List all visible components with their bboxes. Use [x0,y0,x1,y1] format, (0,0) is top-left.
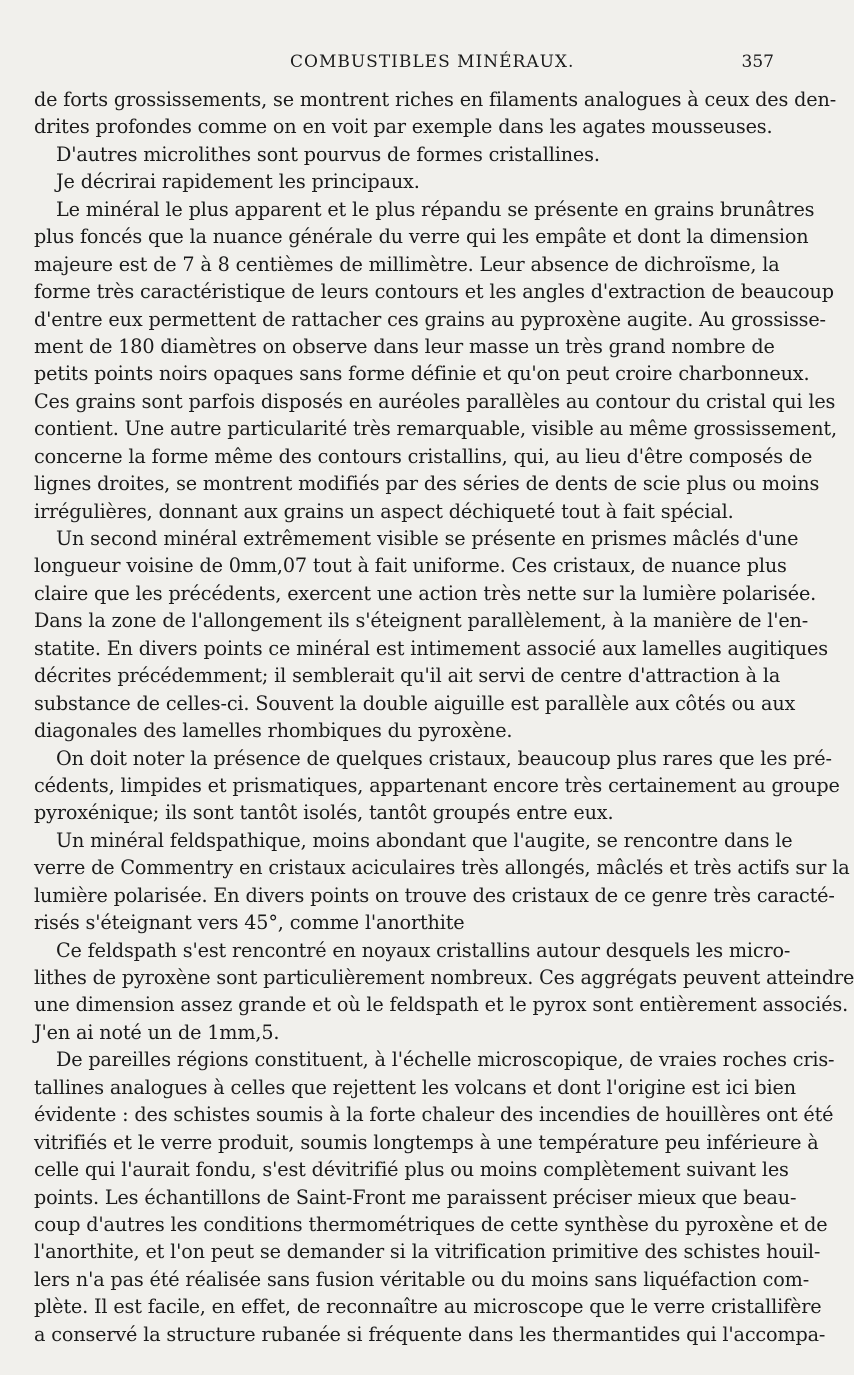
text-line: lithes de pyroxène sont particulièrement nombreux. Ces aggrégats peuvent atteindre [34,966,854,989]
text-line: Le minéral le plus apparent et le plus répandu se présente en grains brunâtres [56,197,815,221]
text-line: Un second minéral extrêmement visible se présente en prismes mâclés d'une [56,527,799,550]
text-line: lers n'a pas été réalisée sans fusion véritable ou du moins sans liquéfaction com- [34,1267,810,1291]
text-line: lumière polarisée. En divers points on trouve des cristaux de ce genre très caracté- [34,883,835,907]
text-line: petits points noirs opaques sans forme définie et qu'on peut croire charbonneux. [34,362,810,386]
text-line: coup d'autres les conditions thermométriques de cette synthèse du pyroxène et de [34,1212,828,1236]
text-line: vitrifiés et le verre produit, soumis longtemps à une température peu inférieure à [34,1130,819,1154]
text-line: contient. Une autre particularité très remarquable, visible au même grossissement, [34,417,837,441]
text-line: Ce feldspath s'est rencontré en noyaux cristallins autour desquels les micro- [56,938,791,962]
text-line: J'en ai noté un de 1mm,5. [34,1020,280,1044]
text-line: ment de 180 diamètres on observe dans leur masse un très grand nombre de [34,334,775,358]
text-line: lignes droites, se montrent modifiés par des séries de dents de scie plus ou moins [34,472,820,496]
text-line: pyroxénique; ils sont tantôt isolés, tantôt groupés entre eux. [34,801,614,825]
text-line: De pareilles régions constituent, à l'échelle microscopique, de vraies roches cris- [56,1048,835,1072]
running-title: COMBUSTIBLES MINÉRAUX. [290,52,575,72]
text-line: Ces grains sont parfois disposés en auréoles parallèles au contour du cristal qui les [34,389,836,413]
page-number: 357 [741,52,774,72]
text-line: forme très caractéristique de leurs contours et les angles d'extraction de beaucoup [34,280,834,304]
text-line: Dans la zone de l'allongement ils s'éteignent parallèlement, à la manière de l'en- [34,609,809,633]
text-line: plus foncés que la nuance générale du verre qui les empâte et dont la dimension [34,225,809,249]
text-line: claire que les précédents, exercent une action très nette sur la lumière polarisée. [34,581,817,605]
text-line: une dimension assez grande et où le feldspath et le pyrox sont entièrement associés. [34,993,849,1017]
text-line: D'autres microlithes sont pourvus de formes cristallines. [56,142,600,166]
text-line: points. Les échantillons de Saint-Front me paraissent préciser mieux que beau- [34,1185,797,1209]
text-line: majeure est de 7 à 8 centièmes de millimètre. Leur absence de dichroïsme, la [34,252,780,276]
text-line: plète. Il est facile, en effet, de reconnaître au microscope que le verre cristallifère [34,1295,822,1319]
text-line: de forts grossissements, se montrent riches en filaments analogues à ceux des den- [34,88,837,111]
text-line: substance de celles-ci. Souvent la double aiguille est parallèle aux côtés ou aux [34,691,796,715]
text-line: décrites précédemment; il semblerait qu'il ait servi de centre d'attraction à la [34,664,781,688]
text-line: d'entre eux permettent de rattacher ces grains au pyproxène augite. Au grossisse- [34,307,826,331]
text-line: verre de Commentry en cristaux aciculaires très allongés, mâclés et très actifs sur la [34,856,850,880]
text-line: l'anorthite, et l'on peut se demander si la vitrification primitive des schistes houil- [34,1240,821,1264]
text-line: diagonales des lamelles rhombiques du pyroxène. [34,719,513,743]
text-line: risés s'éteignant vers 45°, comme l'anorthite [34,911,465,935]
text-line: a conservé la structure rubanée si fréquente dans les thermantides qui l'accompa- [34,1322,826,1346]
text-line: longueur voisine de 0mm,07 tout à fait uniforme. Ces cristaux, de nuance plus [34,554,787,578]
body-text [34,86,854,1348]
text-line: Je décrirai rapidement les principaux. [56,170,420,194]
text-line: tallines analogues à celles que rejettent les volcans et dont l'origine est ici bien [34,1075,796,1099]
text-line: drites profondes comme on en voit par exemple dans les agates mousseuses. [34,115,773,139]
page-header [0,48,800,78]
text-line: irrégulières, donnant aux grains un aspect déchiqueté tout à fait spécial. [34,499,734,523]
text-line: concerne la forme même des contours cristallins, qui, au lieu d'être composés de [34,444,813,468]
text-line: Un minéral feldspathique, moins abondant que l'augite, se rencontre dans le [56,828,793,852]
text-line: cédents, limpides et prismatiques, appartenant encore très certainement au groupe [34,773,840,797]
text-line: statite. En divers points ce minéral est intimement associé aux lamelles augitiques [34,636,828,660]
text-line: évidente : des schistes soumis à la forte chaleur des incendies de houillères ont été [34,1103,834,1127]
text-line: On doit noter la présence de quelques cristaux, beaucoup plus rares que les pré- [56,746,832,770]
text-line: celle qui l'aurait fondu, s'est dévitrifié plus ou moins complètement suivant les [34,1158,789,1182]
